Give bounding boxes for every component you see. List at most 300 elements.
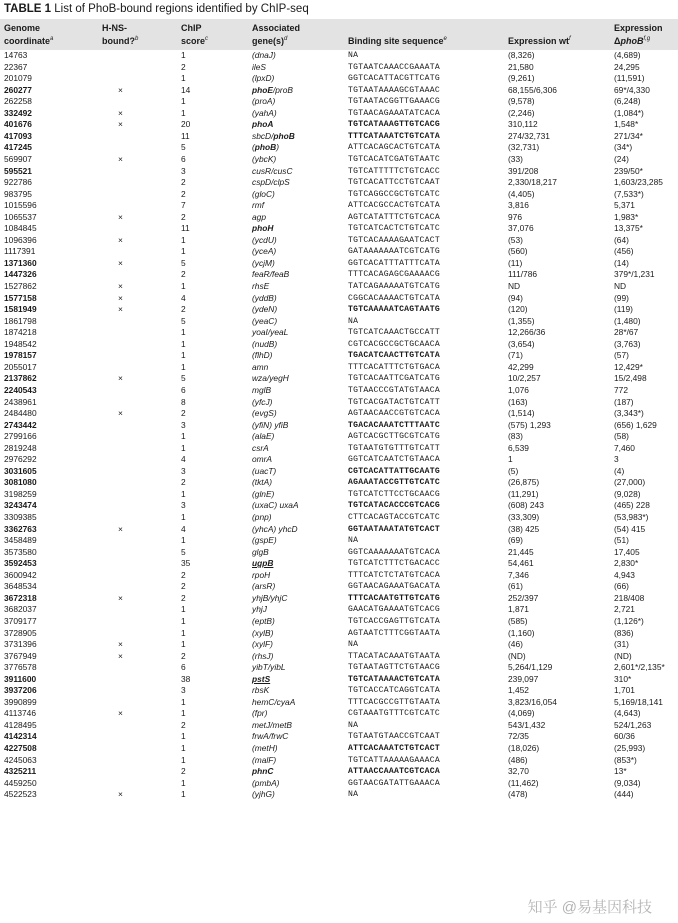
binding-site-sequence: TGTCATTAAAAAGAAACA — [348, 755, 440, 765]
expression-wt: (560) — [508, 246, 528, 257]
associated-genes: cspD/clpS — [252, 177, 290, 188]
associated-genes: (rhsJ) — [252, 650, 274, 661]
chip-score: 2 — [181, 719, 186, 730]
binding-site-sequence: NA — [348, 790, 359, 800]
expression-dphob: 15/2,498 — [614, 373, 647, 384]
associated-genes: (tktA) — [252, 477, 273, 488]
binding-site-sequence: CGGCACAAAACTGTCATA — [348, 293, 440, 303]
associated-genes: (flhD) — [252, 350, 273, 361]
associated-genes: (ycjM) — [252, 257, 275, 268]
associated-genes: omrA — [252, 454, 273, 465]
table-row — [0, 362, 678, 374]
table-row — [0, 373, 678, 385]
associated-genes: (yceA) — [252, 246, 277, 257]
genome-coordinate: 417245 — [4, 142, 32, 153]
expression-wt: 68,155/6,306 — [508, 84, 557, 95]
table-row — [0, 443, 678, 455]
associated-genes: metJ/metB — [252, 719, 293, 730]
expression-dphob: (6,248) — [614, 96, 641, 107]
expression-wt: 1 — [508, 454, 513, 465]
expression-wt: (575) 1,293 — [508, 419, 551, 430]
chip-score: 2 — [181, 650, 186, 661]
binding-site-sequence: TTACATACAAATGTAATA — [348, 651, 440, 661]
expression-dphob: (456) — [614, 246, 634, 257]
associated-genes: (xylB) — [252, 627, 274, 638]
expression-dphob: (54) 415 — [614, 523, 646, 534]
genome-coordinate: 332492 — [4, 107, 32, 118]
expression-wt: 543/1,432 — [508, 719, 546, 730]
expression-wt: (33,309) — [508, 512, 540, 522]
table-row — [0, 223, 678, 235]
genome-coordinate: 3682037 — [4, 604, 37, 615]
chip-score: 1 — [181, 327, 186, 338]
binding-site-sequence: ATTAACCAAATCGTCACA — [348, 767, 440, 777]
associated-genes: rhsE — [252, 281, 270, 291]
expression-dphob: 13,375* — [614, 223, 643, 234]
hns-bound: × — [118, 257, 123, 268]
genome-coordinate: 3937206 — [4, 685, 37, 696]
header-score-line2 — [181, 34, 208, 47]
chip-score: 7 — [181, 200, 186, 211]
table-row — [0, 500, 678, 512]
expression-dphob: (1,126*) — [614, 615, 644, 626]
genome-coordinate: 3362763 — [4, 523, 37, 534]
binding-site-sequence: TGTCACATTCCTGTCAAT — [348, 178, 440, 188]
genome-coordinate: 4128495 — [4, 719, 37, 730]
binding-site-sequence: TGTCAAAAATCAGTAATG — [348, 305, 440, 315]
genome-coordinate: 569907 — [4, 153, 32, 164]
header-score-line1: ChIP — [181, 23, 202, 33]
genome-coordinate: 1065537 — [4, 211, 37, 222]
binding-site-sequence: ATTCACAGCACTGTCATA — [348, 143, 440, 153]
binding-site-sequence: TGTAATACGGTTGAAACG — [348, 97, 440, 107]
hns-bound: × — [118, 650, 123, 661]
binding-site-sequence: TGTAACAGAAATATCACA — [348, 108, 440, 118]
chip-score: 1 — [181, 777, 186, 788]
header-wt-text: Expression wt — [508, 36, 570, 46]
associated-genes: (dnaJ) — [252, 50, 276, 60]
associated-genes: phoA — [252, 119, 274, 130]
binding-site-sequence: GGTCACATTACGTTCATG — [348, 74, 440, 84]
binding-site-sequence: ATTCACGCCACTGTCATA — [348, 201, 440, 211]
associated-genes: (proA) — [252, 96, 276, 107]
binding-site-sequence: CGTCACATTATTGCAATG — [348, 466, 440, 476]
expression-wt: (163) — [508, 396, 528, 407]
expression-wt: (69) — [508, 535, 523, 546]
associated-genes: feaR/feaB — [252, 269, 290, 280]
associated-genes: rbsK — [252, 685, 270, 696]
genome-coordinate: 1978157 — [4, 350, 37, 361]
expression-dphob: (51) — [614, 535, 629, 546]
expression-wt: 111/786 — [508, 269, 538, 280]
expression-wt: (1,514) — [508, 408, 535, 419]
associated-genes: (yhcA) yhcD — [252, 523, 298, 534]
table-row — [0, 131, 678, 143]
expression-wt: 2,330/18,217 — [508, 177, 557, 188]
expression-dphob: (57) — [614, 350, 629, 361]
associated-genes: (gspE) — [252, 535, 277, 546]
associated-genes: frwA/frwC — [252, 731, 289, 742]
binding-site-sequence: AGTCACGCTTGCGTCATG — [348, 432, 440, 442]
chip-score: 1 — [181, 281, 186, 291]
binding-site-sequence: TGTCACATCGATGTAATC — [348, 154, 440, 164]
genome-coordinate: 3776578 — [4, 662, 37, 673]
binding-site-sequence: GGTCAAAAAAATGTCACA — [348, 547, 440, 557]
chip-score: 1 — [181, 639, 186, 650]
chip-score: 5 — [181, 142, 186, 153]
binding-site-sequence: TGTCACAATTCGATCATG — [348, 374, 440, 384]
expression-wt: (585) — [508, 615, 528, 626]
associated-genes: phoH — [252, 223, 274, 234]
expression-wt: 252/397 — [508, 592, 539, 603]
chip-score: 4 — [181, 454, 186, 465]
genome-coordinate: 1581949 — [4, 304, 37, 315]
table-row — [0, 662, 678, 674]
chip-score: 1 — [181, 627, 186, 638]
binding-site-sequence: NA — [348, 640, 359, 650]
genome-coordinate: 4459250 — [4, 777, 37, 788]
binding-site-sequence: TGTAACCCGTATGTAACA — [348, 385, 440, 395]
table-row — [0, 431, 678, 443]
header-hns-line2 — [102, 34, 138, 47]
expression-dphob: (11,591) — [614, 73, 645, 84]
table-row — [0, 708, 678, 720]
genome-coordinate: 1861798 — [4, 315, 37, 326]
table-row — [0, 235, 678, 247]
expression-dphob: (31) — [614, 639, 629, 650]
table-row — [0, 293, 678, 305]
binding-site-sequence: TGACACAAATCTTTAATC — [348, 420, 440, 430]
header-site-text: Binding site sequence — [348, 36, 444, 46]
expression-wt: (71) — [508, 350, 523, 361]
binding-site-sequence: AGAAATACCGTTGTCATC — [348, 478, 440, 488]
chip-score: 2 — [181, 408, 186, 419]
chip-score: 1 — [181, 234, 186, 245]
genome-coordinate: 3309385 — [4, 512, 37, 522]
expression-wt: (1,355) — [508, 315, 535, 326]
chip-score: 2 — [181, 766, 186, 777]
chip-score: 2 — [181, 569, 186, 580]
table-row — [0, 766, 678, 778]
associated-genes: (yfcJ) — [252, 396, 273, 407]
associated-genes: glgB — [252, 546, 269, 557]
expression-dphob: (656) 1,629 — [614, 419, 657, 430]
header-score-sup: c — [205, 36, 209, 42]
expression-dphob: 13* — [614, 766, 627, 777]
expression-dphob: (14) — [614, 257, 629, 268]
expression-dphob: 271/34* — [614, 130, 643, 141]
chip-score: 11 — [181, 223, 190, 234]
expression-wt: 391/208 — [508, 165, 539, 176]
associated-genes: (phoB) — [252, 142, 279, 153]
hns-bound: × — [118, 304, 123, 315]
expression-dphob: 310* — [614, 673, 632, 684]
associated-genes: (yfiN) yfiB — [252, 419, 289, 430]
expression-wt: (9,261) — [508, 73, 535, 84]
associated-genes: yoaI/yeaL — [252, 327, 289, 338]
associated-genes: cusR/cusC — [252, 165, 293, 176]
chip-score: 8 — [181, 396, 186, 407]
header-coordinate — [4, 23, 53, 47]
binding-site-sequence: TGTAATGTGTTTGTCATT — [348, 443, 440, 453]
binding-site-sequence: NA — [348, 51, 359, 60]
associated-genes: wza/yegH — [252, 373, 289, 384]
table-row — [0, 420, 678, 432]
genome-coordinate: 1874218 — [4, 327, 37, 338]
table-row — [0, 593, 678, 605]
expression-dphob: 772 — [614, 384, 628, 395]
binding-site-sequence: CGTAAATGTTTCGTCATC — [348, 709, 440, 719]
table-row — [0, 720, 678, 732]
chip-score: 14 — [181, 84, 191, 95]
associated-genes: (malF) — [252, 754, 277, 765]
expression-dphob: 1,983* — [614, 211, 639, 222]
chip-score: 3 — [181, 465, 186, 476]
associated-genes: sbcD/phoB — [252, 130, 295, 141]
genome-coordinate: 2240543 — [4, 384, 37, 395]
chip-score: 1 — [181, 731, 186, 742]
expression-wt: (46) — [508, 639, 523, 650]
genome-coordinate: 4142314 — [4, 731, 37, 742]
expression-dphob: (853*) — [614, 754, 637, 765]
binding-site-sequence: TTTCATAAATCTGTCATA — [348, 131, 440, 141]
genome-coordinate: 1015596 — [4, 200, 37, 211]
binding-site-sequence: CTTCACAGTACCGTCATC — [348, 513, 440, 522]
expression-wt: 5,264/1,129 — [508, 662, 553, 673]
expression-wt: (5) — [508, 465, 519, 476]
chip-score: 2 — [181, 581, 186, 592]
header-hns — [102, 23, 138, 47]
associated-genes: (alaE) — [252, 431, 275, 442]
header-dphob-sup: f,g — [643, 36, 651, 42]
genome-coordinate: 3031605 — [4, 465, 37, 476]
expression-wt: (1,160) — [508, 627, 535, 638]
expression-wt: (53) — [508, 234, 523, 245]
chip-score: 3 — [181, 419, 186, 430]
header-expression-dphob — [614, 23, 663, 47]
table-row — [0, 547, 678, 559]
expression-wt: (11) — [508, 257, 523, 268]
expression-dphob: (4,689) — [614, 50, 641, 60]
expression-wt: 7,346 — [508, 569, 529, 580]
chip-score: 1 — [181, 350, 186, 361]
genome-coordinate: 3731396 — [4, 639, 37, 650]
hns-bound: × — [118, 523, 123, 534]
chip-score: 35 — [181, 558, 191, 569]
table-row — [0, 685, 678, 697]
expression-wt: 32,70 — [508, 766, 529, 777]
table-row — [0, 524, 678, 536]
table-row — [0, 789, 678, 801]
table-row — [0, 397, 678, 409]
table-title: List of PhoB-bound regions identified by ChIP-seq — [54, 3, 309, 15]
expression-wt: (608) 243 — [508, 500, 544, 511]
associated-genes: (yjhG) — [252, 789, 275, 800]
table-row — [0, 189, 678, 201]
expression-dphob: (9,028) — [614, 488, 641, 499]
expression-wt: 1,452 — [508, 685, 529, 696]
binding-site-sequence: TGTCATAAAGTTGTCACG — [348, 120, 440, 130]
chip-score: 1 — [181, 743, 186, 753]
table-row — [0, 50, 678, 62]
header-gene-text: gene(s) — [252, 36, 285, 46]
expression-wt: 3,823/16,054 — [508, 696, 557, 707]
chip-score: 3 — [181, 685, 186, 696]
hns-bound: × — [118, 708, 123, 719]
associated-genes: ileS — [252, 61, 266, 72]
genome-coordinate: 3592453 — [4, 558, 37, 569]
expression-wt: 37,076 — [508, 223, 534, 234]
associated-genes: mglB — [252, 384, 272, 395]
binding-site-sequence: GAACATGAAAATGTCACG — [348, 605, 440, 615]
associated-genes: (nudB) — [252, 338, 278, 349]
header-score-text: score — [181, 36, 206, 46]
table-row — [0, 628, 678, 640]
hns-bound: × — [118, 408, 123, 419]
expression-wt: 6,539 — [508, 442, 529, 453]
hns-bound: × — [118, 211, 123, 222]
chip-score: 5 — [181, 257, 186, 268]
table-row — [0, 755, 678, 767]
table-row — [0, 477, 678, 489]
genome-coordinate: 2438961 — [4, 396, 37, 407]
expression-dphob: (465) 228 — [614, 500, 650, 511]
binding-site-sequence: GGTCACATTTATTTCATA — [348, 258, 440, 268]
expression-dphob: 2,830* — [614, 558, 639, 569]
chip-score: 1 — [181, 442, 186, 453]
expression-dphob: (7,533*) — [614, 188, 644, 199]
expression-dphob: 2,721 — [614, 604, 635, 615]
associated-genes: (uacT) — [252, 465, 277, 476]
chip-score: 1 — [181, 754, 186, 765]
associated-genes: (pmbA) — [252, 777, 280, 788]
table-row — [0, 177, 678, 189]
binding-site-sequence: CGTCACGCCGCTGCAACA — [348, 339, 440, 349]
associated-genes: rmf — [252, 200, 265, 211]
binding-site-sequence: TATCAGAAAAATGTCATG — [348, 282, 440, 291]
expression-dphob: ND — [614, 281, 627, 291]
expression-wt: (61) — [508, 581, 523, 592]
binding-site-sequence: TGTCATCAAACTGCCATT — [348, 328, 440, 338]
binding-site-sequence: TGTAATAGTTCTGTAACG — [348, 663, 440, 673]
binding-site-sequence: GGTAATAAATATGTCACT — [348, 524, 440, 534]
chip-score: 4 — [181, 292, 186, 303]
genome-coordinate: 3573580 — [4, 546, 37, 557]
header-coordinate-sup: a — [50, 36, 54, 42]
expression-wt: 10/2,257 — [508, 373, 541, 384]
expression-dphob: 1,701 — [614, 685, 635, 696]
chip-score: 6 — [181, 384, 186, 395]
expression-wt: (83) — [508, 431, 523, 442]
chip-score: 1 — [181, 246, 186, 257]
chip-score: 1 — [181, 431, 186, 442]
chip-score: 3 — [181, 165, 186, 176]
binding-site-sequence: TTTCACGCCGTTGTAATA — [348, 697, 440, 707]
expression-dphob: (34*) — [614, 142, 633, 153]
binding-site-sequence: AGTAATCTTTCGGTAATA — [348, 628, 440, 638]
expression-wt: 3,816 — [508, 200, 529, 211]
table-row — [0, 535, 678, 547]
table-row — [0, 258, 678, 270]
genome-coordinate: 3767949 — [4, 650, 37, 661]
expression-dphob: (64) — [614, 234, 629, 245]
table-row — [0, 327, 678, 339]
binding-site-sequence: TGTCATAAAACTGTCATA — [348, 674, 440, 684]
genome-coordinate: 14763 — [4, 50, 28, 60]
genome-coordinate: 922786 — [4, 177, 32, 188]
table-row — [0, 246, 678, 258]
table-row — [0, 304, 678, 316]
table-row — [0, 96, 678, 108]
associated-genes: (gloC) — [252, 188, 275, 199]
expression-dphob: (ND) — [614, 650, 632, 661]
chip-score: 6 — [181, 153, 186, 164]
table-row — [0, 339, 678, 351]
table-row — [0, 385, 678, 397]
header-site-sup: e — [443, 36, 447, 42]
genome-coordinate: 260277 — [4, 84, 32, 95]
binding-site-sequence: GGTAACAGAAATGACATA — [348, 582, 440, 592]
associated-genes: yhjB/yhjC — [252, 592, 288, 603]
header-coordinate-line1: Genome — [4, 23, 41, 33]
expression-wt: (120) — [508, 304, 528, 315]
table-row — [0, 651, 678, 663]
hns-bound: × — [118, 234, 123, 245]
chip-score: 2 — [181, 269, 186, 280]
expression-wt: 976 — [508, 211, 522, 222]
header-dphob-line2 — [614, 34, 663, 47]
expression-dphob: (66) — [614, 581, 629, 592]
genome-coordinate: 4227508 — [4, 743, 37, 753]
chip-score: 1 — [181, 535, 186, 546]
table-row — [0, 142, 678, 154]
expression-dphob: (4) — [614, 465, 625, 476]
header-hns-sup: b — [135, 36, 139, 42]
genome-coordinate: 3081080 — [4, 477, 37, 488]
genome-coordinate: 1084845 — [4, 223, 37, 234]
table-row — [0, 408, 678, 420]
genome-coordinate: 1117391 — [4, 246, 36, 257]
expression-dphob: 60/36 — [614, 731, 635, 742]
expression-dphob: (53,983*) — [614, 512, 649, 522]
expression-dphob: 17,405 — [614, 546, 640, 557]
chip-score: 1 — [181, 604, 186, 615]
genome-coordinate: 1527862 — [4, 281, 37, 291]
associated-genes: (yddB) — [252, 292, 277, 303]
binding-site-sequence: TTTCACAATGTTGTCATG — [348, 593, 440, 603]
expression-dphob: 3 — [614, 454, 619, 465]
associated-genes: (ybcK) — [252, 153, 277, 164]
header-chip-score — [181, 23, 208, 47]
chip-score: 1 — [181, 73, 186, 84]
expression-dphob: 2,601*/2,135* — [614, 662, 665, 673]
hns-bound: × — [118, 789, 123, 800]
binding-site-sequence: TGTCATCACTCTGTCATC — [348, 224, 440, 234]
expression-wt: 12,266/36 — [508, 327, 546, 338]
expression-wt: 1,871 — [508, 604, 529, 615]
associated-genes: (xylF) — [252, 639, 273, 650]
chip-score: 1 — [181, 708, 186, 719]
expression-wt: 21,580 — [508, 61, 534, 72]
binding-site-sequence: TGTAATGTAACCGTCAAT — [348, 732, 440, 742]
binding-site-sequence: ATTCACAAATCTGTCACT — [348, 744, 440, 753]
expression-wt: (9,578) — [508, 96, 535, 107]
genome-coordinate: 1447326 — [4, 269, 37, 280]
chip-score: 1 — [181, 361, 186, 372]
associated-genes: (fpr) — [252, 708, 268, 719]
genome-coordinate: 3728905 — [4, 627, 37, 638]
genome-coordinate: 3243474 — [4, 500, 37, 511]
